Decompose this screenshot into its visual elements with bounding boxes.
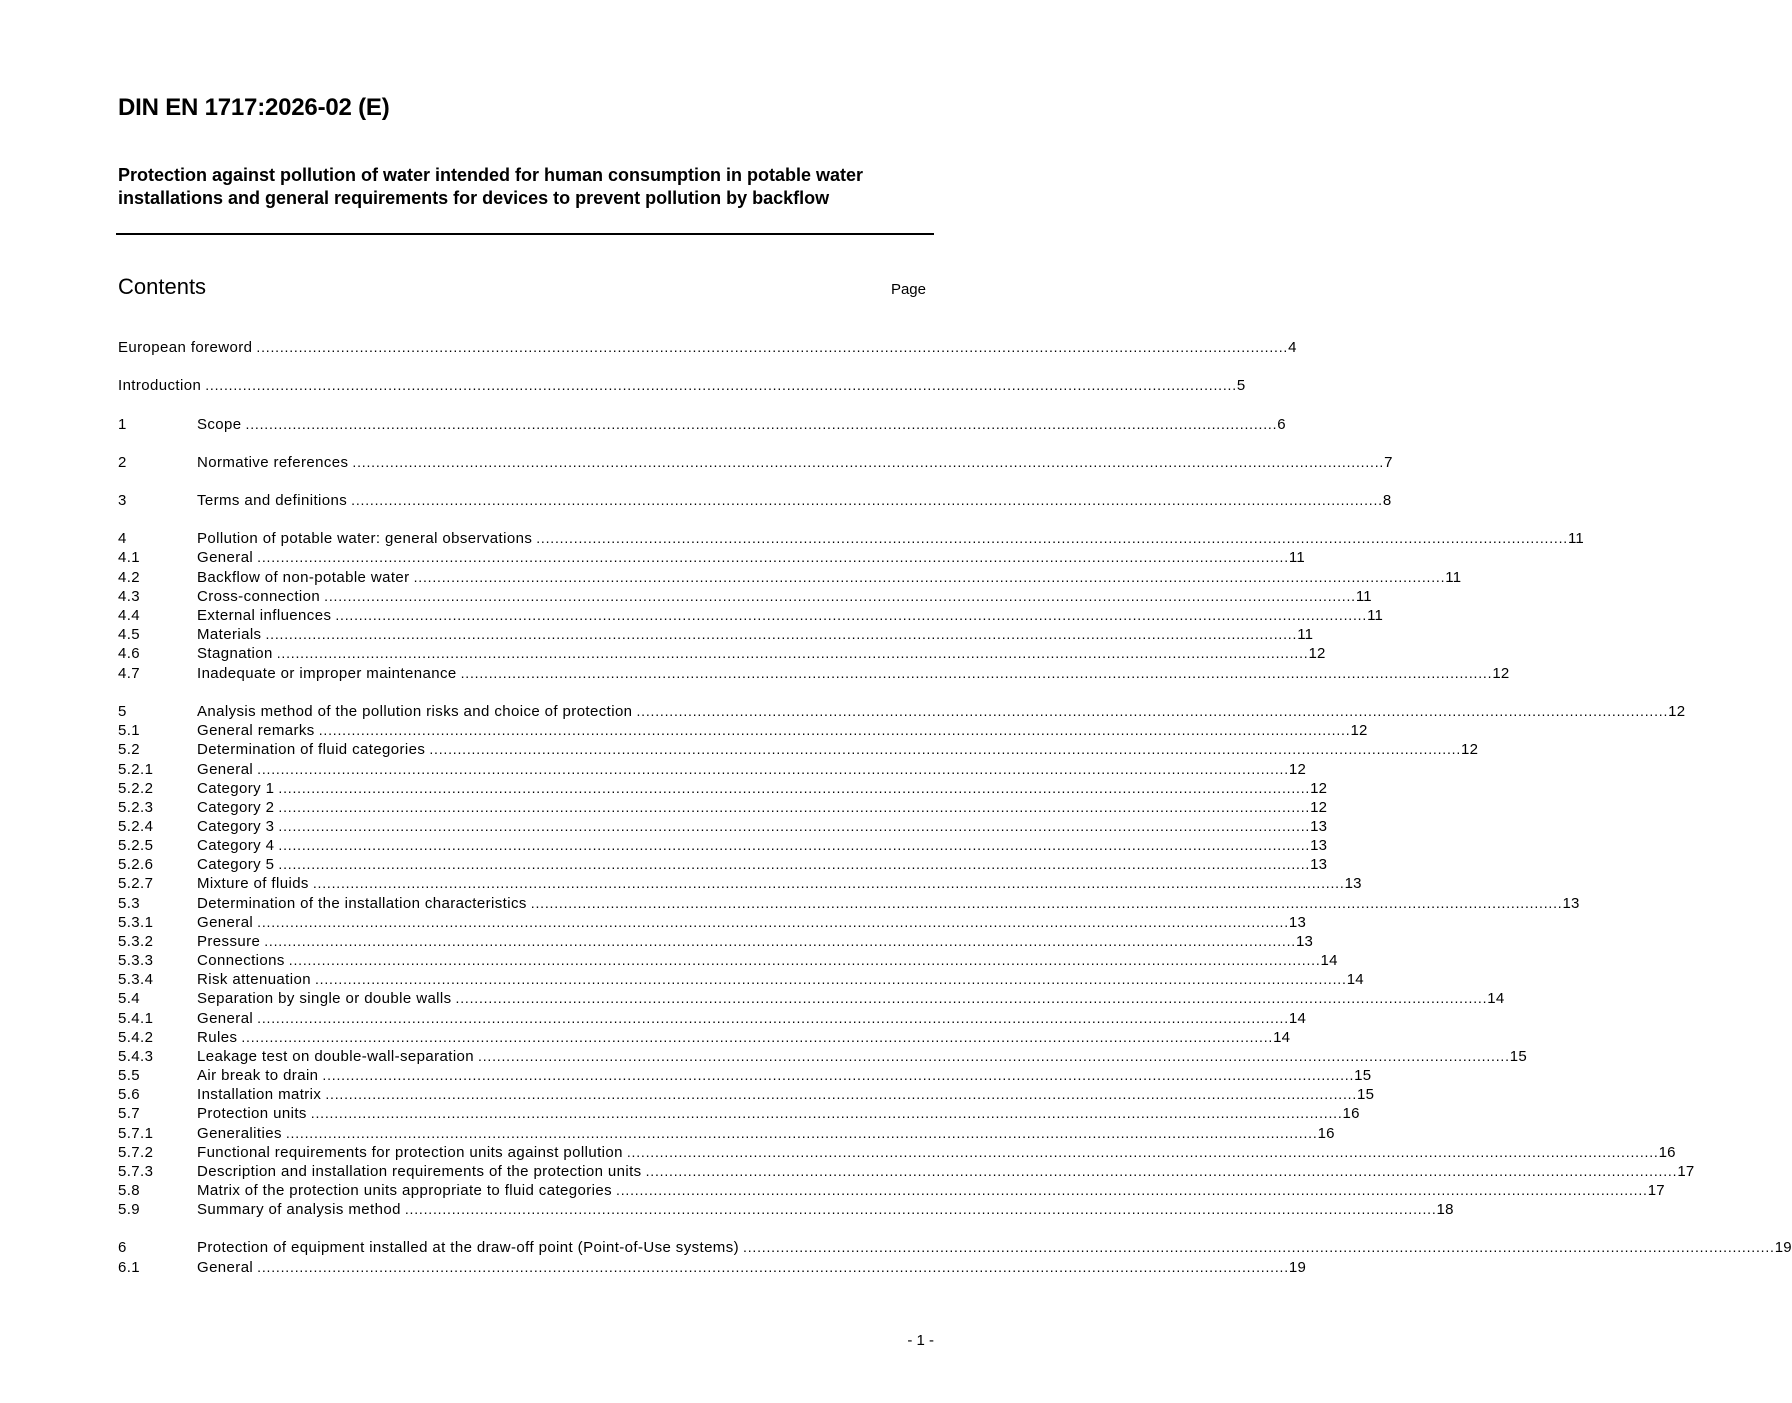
toc-page-number: 17: [1647, 1182, 1665, 1199]
toc-page-number: 12: [1310, 799, 1328, 816]
toc-entry-line: [197, 1258, 1306, 1277]
toc-dot-leader: ............................................................................................................................................................................................................................: [460, 665, 1493, 681]
toc-section-title: Category 5: [197, 856, 275, 873]
toc-section-title: Scope: [197, 416, 242, 433]
toc-entry-line: [197, 1066, 1372, 1085]
toc-section-title: Backflow of non-potable water: [197, 569, 410, 586]
toc-entry[interactable]: [118, 1124, 1335, 1143]
toc-page-number: 12: [1461, 741, 1479, 758]
toc-entry-line: [197, 932, 1314, 951]
toc-section-number: 5.2.1: [118, 761, 154, 778]
toc-section-title: European foreword: [118, 339, 253, 356]
toc-dot-leader: ............................................................................................................................................................................................................................: [257, 549, 1289, 565]
toc-entry-line: [197, 913, 1306, 932]
toc-section-title: Analysis method of the pollution risks and choice of protection: [197, 703, 633, 720]
toc-entry-line: [197, 606, 1384, 625]
toc-entry-line: [197, 1104, 1360, 1123]
toc-entry[interactable]: [118, 376, 1246, 395]
document-title: Protection against pollution of water intended for human consumption in potable water installations and general requirements for devices to prevent pollution by backflow: [118, 165, 864, 208]
toc-entry[interactable]: [118, 874, 1362, 893]
toc-section-number: 4: [118, 530, 127, 547]
toc-section-title: Introduction: [118, 377, 202, 394]
toc-entry-line: [118, 338, 1297, 357]
toc-section-number: 1: [118, 416, 127, 433]
toc-entry[interactable]: [118, 1238, 1792, 1257]
toc-entry-line: [197, 529, 1584, 548]
toc-page-number: 14: [1487, 990, 1505, 1007]
toc-page-number: 18: [1436, 1201, 1454, 1218]
toc-section-number: 5.3.1: [118, 914, 154, 931]
toc-section-number: 5.4.2: [118, 1029, 154, 1046]
toc-dot-leader: ............................................................................................................................................................................................................................: [278, 799, 1311, 815]
toc-entry-line: [118, 376, 1246, 395]
toc-entry-line: [197, 798, 1328, 817]
toc-page-number: 5: [1236, 377, 1246, 394]
toc-entry[interactable]: [118, 702, 1686, 721]
toc-entry[interactable]: [118, 548, 1305, 567]
toc-section-title: Matrix of the protection units appropriate to fluid categories: [197, 1182, 613, 1199]
toc-dot-leader: ............................................................................................................................................................................................................................: [314, 971, 1347, 987]
toc-dot-leader: ............................................................................................................................................................................................................................: [743, 1239, 1775, 1255]
toc-section-number: 5.7.3: [118, 1163, 154, 1180]
toc-dot-leader: ............................................................................................................................................................................................................................: [257, 1259, 1289, 1275]
toc-entry[interactable]: [118, 721, 1368, 740]
toc-section-number: 5.8: [118, 1182, 141, 1199]
toc-dot-leader: ............................................................................................................................................................................................................................: [318, 722, 1351, 738]
toc-entry[interactable]: [118, 1200, 1454, 1219]
page-column-label: Page: [890, 281, 926, 298]
toc-entry-line: [197, 817, 1328, 836]
toc-entry-line: [197, 568, 1462, 587]
toc-entry[interactable]: [118, 970, 1364, 989]
toc-section-title: Protection of equipment installed at the draw-off point (Point-of-Use systems): [197, 1239, 739, 1256]
toc-page-number: 14: [1346, 971, 1364, 988]
toc-section-number: 5.3: [118, 895, 141, 912]
toc-dot-leader: ............................................................................................................................................................................................................................: [352, 454, 1385, 470]
toc-section-title: Pollution of potable water: general observations: [197, 530, 533, 547]
toc-dot-leader: ............................................................................................................................................................................................................................: [257, 1010, 1289, 1026]
toc-page-number: 15: [1509, 1048, 1527, 1065]
toc-entry-line: [197, 1162, 1695, 1181]
toc-section-number: 5.4.1: [118, 1010, 154, 1027]
toc-entry-line: [197, 644, 1326, 663]
toc-dot-leader: ............................................................................................................................................................................................................................: [335, 607, 1368, 623]
toc-entry-line: [197, 1124, 1335, 1143]
toc-section-number: 4.5: [118, 626, 141, 643]
toc-entry[interactable]: [118, 989, 1505, 1008]
toc-page-number: 8: [1382, 492, 1392, 509]
toc-dot-leader: ............................................................................................................................................................................................................................: [278, 780, 1311, 796]
toc-section-number: 5.9: [118, 1201, 141, 1218]
document-id: DIN EN 1717:2026-02 (E): [118, 94, 390, 121]
toc-entry-line: [197, 989, 1505, 1008]
toc-page-number: 17: [1677, 1163, 1695, 1180]
toc-page-number: 12: [1350, 722, 1368, 739]
toc-entry-line: [197, 1085, 1375, 1104]
toc-dot-leader: ............................................................................................................................................................................................................................: [257, 761, 1289, 777]
toc-entry[interactable]: [118, 836, 1328, 855]
toc-page-number: 15: [1354, 1067, 1372, 1084]
toc-section-number: 5.5: [118, 1067, 141, 1084]
toc-section-number: 5.2.2: [118, 780, 154, 797]
toc-page-number: 19: [1288, 1259, 1306, 1276]
toc-page-number: 16: [1342, 1105, 1360, 1122]
toc-dot-leader: ............................................................................................................................................................................................................................: [636, 703, 1669, 719]
toc-section-title: Determination of fluid categories: [197, 741, 426, 758]
toc-entry[interactable]: [118, 606, 1384, 625]
toc-entry[interactable]: [118, 644, 1326, 663]
toc-section-title: General: [197, 1259, 254, 1276]
toc-page-number: 4: [1288, 339, 1297, 356]
toc-entry[interactable]: [118, 855, 1328, 874]
toc-entry-line: [197, 740, 1479, 759]
toc-section-number: 5.2: [118, 741, 141, 758]
toc-section-number: 5.4.3: [118, 1048, 154, 1065]
toc-section-number: 5.2.6: [118, 856, 154, 873]
toc-dot-leader: ............................................................................................................................................................................................................................: [245, 416, 1278, 432]
toc-section-title: Category 4: [197, 837, 275, 854]
toc-entry[interactable]: [118, 491, 1392, 510]
toc-entry[interactable]: [118, 1066, 1372, 1085]
toc-section-title: Risk attenuation: [197, 971, 311, 988]
toc-section-title: Cross-connection: [197, 588, 321, 605]
toc-section-number: 5.1: [118, 722, 141, 739]
page-number: - 1 -: [907, 1332, 934, 1349]
toc-page-number: 11: [1567, 530, 1584, 547]
toc-section-number: 5: [118, 703, 127, 720]
toc-entry-line: [197, 1181, 1665, 1200]
toc-section-title: Terms and definitions: [197, 492, 348, 509]
toc-section-title: Functional requirements for protection units against pollution: [197, 1144, 623, 1161]
toc-entry-line: [197, 453, 1393, 472]
toc-section-title: Air break to drain: [197, 1067, 319, 1084]
toc-entry-line: [197, 548, 1305, 567]
toc-page-number: 13: [1288, 914, 1306, 931]
toc-page-number: 11: [1288, 549, 1305, 566]
toc-entry[interactable]: [118, 913, 1306, 932]
toc-entry-line: [197, 855, 1328, 874]
toc-entry[interactable]: [118, 1181, 1665, 1200]
toc-entry-line: [197, 951, 1338, 970]
toc-section-number: 4.4: [118, 607, 141, 624]
title-underline-rule: [116, 233, 934, 235]
toc-entry-line: [197, 664, 1510, 683]
toc-entry[interactable]: [118, 1047, 1527, 1066]
toc-section-title: Normative references: [197, 454, 349, 471]
toc-dot-leader: ............................................................................................................................................................................................................................: [616, 1182, 1648, 1198]
toc-dot-leader: ............................................................................................................................................................................................................................: [310, 1105, 1343, 1121]
toc-entry[interactable]: [118, 1162, 1695, 1181]
toc-dot-leader: ............................................................................................................................................................................................................................: [478, 1048, 1510, 1064]
toc-dot-leader: ............................................................................................................................................................................................................................: [278, 856, 1311, 872]
toc-entry-line: [197, 587, 1372, 606]
toc-page-number: 14: [1288, 1010, 1306, 1027]
toc-page-number: 15: [1357, 1086, 1375, 1103]
toc-section-title: Pressure: [197, 933, 261, 950]
toc-entry-line: [197, 779, 1328, 798]
toc-dot-leader: ............................................................................................................................................................................................................................: [312, 875, 1345, 891]
toc-page-number: 12: [1310, 780, 1328, 797]
toc-entry[interactable]: [118, 1143, 1676, 1162]
toc-dot-leader: ............................................................................................................................................................................................................................: [351, 492, 1383, 508]
toc-section-number: 2: [118, 454, 127, 471]
toc-section-title: Description and installation requirements of the protection units: [197, 1163, 642, 1180]
toc-section-title: Summary of analysis method: [197, 1201, 401, 1218]
toc-section-number: 5.7.2: [118, 1144, 154, 1161]
toc-section-number: 5.2.5: [118, 837, 154, 854]
toc-page-number: 12: [1492, 665, 1510, 682]
toc-section-number: 5.3.4: [118, 971, 154, 988]
toc-dot-leader: ............................................................................................................................................................................................................................: [205, 377, 1237, 393]
toc-section-number: 5.2.7: [118, 875, 154, 892]
toc-section-title: Stagnation: [197, 645, 273, 662]
toc-page-number: 6: [1277, 416, 1286, 433]
toc-dot-leader: ............................................................................................................................................................................................................................: [288, 952, 1321, 968]
toc-section-number: 5.3.2: [118, 933, 154, 950]
toc-entry[interactable]: [118, 568, 1462, 587]
toc-dot-leader: ............................................................................................................................................................................................................................: [404, 1201, 1437, 1217]
toc-entry-line: [197, 1143, 1676, 1162]
toc-section-number: 5.2.4: [118, 818, 154, 835]
toc-dot-leader: ............................................................................................................................................................................................................................: [413, 569, 1446, 585]
toc-entry-line: [197, 1200, 1454, 1219]
toc-dot-leader: ............................................................................................................................................................................................................................: [264, 933, 1296, 949]
toc-dot-leader: ............................................................................................................................................................................................................................: [256, 339, 1289, 355]
toc-section-title: Rules: [197, 1029, 238, 1046]
toc-section-number: 4.7: [118, 665, 141, 682]
toc-dot-leader: ............................................................................................................................................................................................................................: [536, 530, 1568, 546]
toc-dot-leader: ............................................................................................................................................................................................................................: [324, 588, 1356, 604]
toc-page-number: 13: [1310, 837, 1328, 854]
toc-dot-leader: ............................................................................................................................................................................................................................: [276, 645, 1309, 661]
toc-entry[interactable]: [118, 779, 1328, 798]
toc-entry-line: [197, 970, 1364, 989]
toc-entry[interactable]: [118, 1258, 1306, 1277]
toc-page-number: 13: [1562, 895, 1580, 912]
toc-page-number: 14: [1273, 1029, 1291, 1046]
toc-section-number: 4.6: [118, 645, 141, 662]
toc-section-title: General: [197, 761, 254, 778]
toc-section-title: Category 2: [197, 799, 275, 816]
toc-section-title: Materials: [197, 626, 262, 643]
toc-section-title: Mixture of fluids: [197, 875, 309, 892]
toc-section-number: 4.1: [118, 549, 141, 566]
toc-entry[interactable]: [118, 740, 1479, 759]
toc-section-number: 5.7.1: [118, 1125, 154, 1142]
toc-section-title: General remarks: [197, 722, 315, 739]
toc-entry-line: [197, 491, 1392, 510]
toc-page-number: 14: [1320, 952, 1338, 969]
toc-entry[interactable]: [118, 587, 1372, 606]
toc-entry[interactable]: [118, 1085, 1375, 1104]
toc-entry[interactable]: [118, 1009, 1306, 1028]
toc-page-number: 11: [1445, 569, 1462, 586]
toc-entry-line: [197, 1009, 1306, 1028]
toc-page-number: 13: [1310, 856, 1328, 873]
toc-entry-line: [197, 1047, 1527, 1066]
toc-section-number: 5.7: [118, 1105, 141, 1122]
toc-entry-line: [197, 702, 1686, 721]
toc-page-number: 11: [1297, 626, 1314, 643]
toc-section-number: 5.2.3: [118, 799, 154, 816]
toc-entry[interactable]: [118, 415, 1286, 434]
toc-dot-leader: ............................................................................................................................................................................................................................: [285, 1125, 1318, 1141]
toc-page-number: 12: [1288, 761, 1306, 778]
toc-entry-line: [197, 1238, 1792, 1257]
toc-dot-leader: ............................................................................................................................................................................................................................: [325, 1086, 1358, 1102]
toc-page-number: 11: [1355, 588, 1372, 605]
toc-section-title: General: [197, 914, 254, 931]
toc-entry[interactable]: [118, 1028, 1291, 1047]
toc-dot-leader: ............................................................................................................................................................................................................................: [257, 914, 1289, 930]
toc-entry[interactable]: [118, 1104, 1360, 1123]
toc-entry[interactable]: [118, 951, 1338, 970]
toc-dot-leader: ............................................................................................................................................................................................................................: [645, 1163, 1678, 1179]
toc-section-title: External influences: [197, 607, 332, 624]
toc-section-title: Category 3: [197, 818, 275, 835]
toc-dot-leader: ............................................................................................................................................................................................................................: [278, 818, 1311, 834]
toc-entry[interactable]: [118, 338, 1297, 357]
toc-entry-line: [197, 760, 1306, 779]
toc-section-title: General: [197, 549, 254, 566]
toc-entry[interactable]: [118, 760, 1306, 779]
toc-page-number: 19: [1774, 1239, 1792, 1256]
toc-dot-leader: ............................................................................................................................................................................................................................: [626, 1144, 1659, 1160]
toc-entry-line: [197, 894, 1580, 913]
toc-entry[interactable]: [118, 664, 1510, 683]
toc-section-number: 4.2: [118, 569, 141, 586]
toc-section-title: Leakage test on double-wall-separation: [197, 1048, 475, 1065]
toc-dot-leader: ............................................................................................................................................................................................................................: [241, 1029, 1274, 1045]
toc-section-number: 6: [118, 1239, 127, 1256]
toc-page-number: 13: [1344, 875, 1362, 892]
toc-section-title: Separation by single or double walls: [197, 990, 452, 1007]
toc-section-title: Determination of the installation characteristics: [197, 895, 527, 912]
toc-page-number: 13: [1295, 933, 1314, 950]
toc-entry[interactable]: [118, 894, 1580, 913]
toc-section-title: Category 1: [197, 780, 275, 797]
toc-entry-line: [197, 721, 1368, 740]
toc-section-number: 5.4: [118, 990, 141, 1007]
toc-entry-line: [197, 415, 1286, 434]
toc-section-number: 5.3.3: [118, 952, 154, 969]
toc-dot-leader: ............................................................................................................................................................................................................................: [322, 1067, 1355, 1083]
toc-entry-line: [197, 625, 1314, 644]
toc-section-number: 3: [118, 492, 127, 509]
toc-page-number: 12: [1308, 645, 1326, 662]
toc-section-number: 5.6: [118, 1086, 141, 1103]
toc-section-title: General: [197, 1010, 254, 1027]
toc-dot-leader: ............................................................................................................................................................................................................................: [278, 837, 1311, 853]
toc-entry[interactable]: [118, 817, 1328, 836]
toc-entry-line: [197, 1028, 1291, 1047]
toc-entry[interactable]: [118, 932, 1314, 951]
toc-entry-line: [197, 836, 1328, 855]
toc-page-number: 16: [1658, 1144, 1676, 1161]
toc-section-title: Inadequate or improper maintenance: [197, 665, 457, 682]
toc-section-title: Connections: [197, 952, 285, 969]
toc-section-number: 4.3: [118, 588, 141, 605]
toc-section-title: Protection units: [197, 1105, 307, 1122]
toc-page-number: 11: [1367, 607, 1384, 624]
toc-section-title: Installation matrix: [197, 1086, 322, 1103]
contents-heading: Contents: [118, 274, 207, 299]
toc-dot-leader: ............................................................................................................................................................................................................................: [429, 741, 1462, 757]
toc-section-title: Generalities: [197, 1125, 282, 1142]
toc-entry[interactable]: [118, 529, 1584, 548]
toc-dot-leader: ............................................................................................................................................................................................................................: [530, 895, 1563, 911]
toc-section-number: 6.1: [118, 1259, 141, 1276]
toc-entry[interactable]: [118, 453, 1393, 472]
toc-dot-leader: ............................................................................................................................................................................................................................: [455, 990, 1488, 1006]
toc-page-number: 7: [1384, 454, 1393, 471]
toc-dot-leader: ............................................................................................................................................................................................................................: [265, 626, 1298, 642]
toc-entry[interactable]: [118, 798, 1328, 817]
toc-page-number: 12: [1668, 703, 1686, 720]
toc-page-number: 13: [1310, 818, 1328, 835]
toc-entry[interactable]: [118, 625, 1314, 644]
toc-entry-line: [197, 874, 1362, 893]
toc-page-number: 16: [1317, 1125, 1335, 1142]
